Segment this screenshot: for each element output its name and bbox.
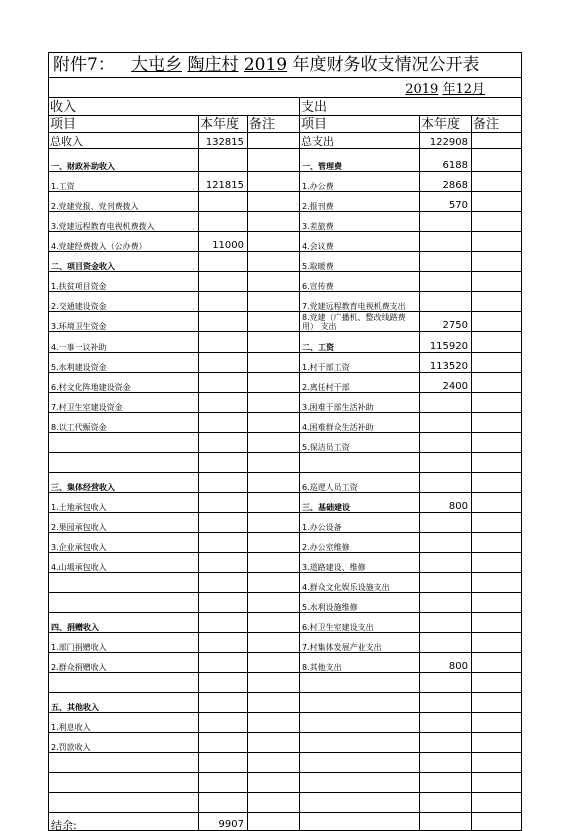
expense-item-note bbox=[472, 633, 522, 653]
expense-item-note bbox=[472, 713, 522, 733]
expense-item-note bbox=[472, 513, 522, 533]
expense-item-value bbox=[420, 553, 472, 573]
income-item-value bbox=[199, 433, 248, 453]
expense-item-label: 8.党建（广播机、整改线路费用） 支出 bbox=[300, 312, 420, 332]
income-item-label: 1.扶贫项目资金 bbox=[49, 272, 199, 292]
expense-item-note bbox=[472, 753, 522, 773]
expense-item-note bbox=[472, 373, 522, 393]
table-row bbox=[49, 713, 522, 733]
table-row bbox=[49, 773, 522, 793]
table-row bbox=[49, 673, 522, 693]
income-total-note bbox=[248, 133, 300, 149]
income-item-label bbox=[49, 673, 199, 693]
expense-item-value bbox=[420, 793, 472, 813]
income-item-note bbox=[248, 773, 300, 793]
table-row bbox=[49, 613, 522, 633]
table-row bbox=[49, 433, 522, 453]
income-item-label: 6.村文化阵地建设资金 bbox=[49, 373, 199, 393]
expense-item-value bbox=[420, 533, 472, 553]
income-item-label: 3.企业承包收入 bbox=[49, 533, 199, 553]
expense-item-note bbox=[472, 393, 522, 413]
income-item-note bbox=[248, 733, 300, 753]
expense-item-value bbox=[420, 633, 472, 653]
expense-item-value: 2750 bbox=[420, 312, 472, 332]
income-item-label: 3.党建远程教育电视机费拨入 bbox=[49, 212, 199, 232]
income-item-value bbox=[199, 252, 248, 272]
income-item-value bbox=[199, 553, 248, 573]
table-row bbox=[49, 312, 522, 332]
income-item-note bbox=[248, 172, 300, 192]
income-item-value bbox=[199, 733, 248, 753]
income-item-value bbox=[199, 192, 248, 212]
expense-total-label: 总支出 bbox=[300, 133, 420, 149]
income-item-value bbox=[199, 332, 248, 353]
expense-item-value: 2400 bbox=[420, 373, 472, 393]
expense-item-value: 115920 bbox=[420, 332, 472, 353]
expense-item-value bbox=[420, 433, 472, 453]
expense-item-header: 项目 bbox=[300, 116, 420, 133]
income-item-note bbox=[248, 413, 300, 433]
table-row bbox=[49, 753, 522, 773]
expense-item-note bbox=[472, 693, 522, 713]
income-header: 收入 bbox=[49, 98, 300, 116]
title-suffix: 年度财务收支情况公开表 bbox=[292, 55, 480, 75]
income-item-note bbox=[248, 573, 300, 593]
expense-item-value bbox=[420, 272, 472, 292]
expense-item-label: 8.其他支出 bbox=[300, 653, 420, 673]
expense-item-label: 7.党建远程教育电视机费支出 bbox=[300, 292, 420, 312]
income-item-value bbox=[199, 653, 248, 673]
expense-item-label bbox=[300, 673, 420, 693]
table-row bbox=[49, 353, 522, 373]
income-item-label: 四、捐赠收入 bbox=[49, 613, 199, 633]
expense-item-value bbox=[420, 393, 472, 413]
income-item-note bbox=[248, 453, 300, 473]
table-row bbox=[49, 413, 522, 433]
income-annual-header: 本年度 bbox=[199, 116, 248, 133]
expense-item-label: 7.村集体发展产业支出 bbox=[300, 633, 420, 653]
expense-item-value bbox=[420, 673, 472, 693]
title-year: 2019 bbox=[243, 55, 288, 75]
expense-item-label: 3.差旅费 bbox=[300, 212, 420, 232]
finance-sheet bbox=[48, 52, 522, 831]
income-item-label: 4.山場承包收入 bbox=[49, 553, 199, 573]
income-item-value bbox=[199, 533, 248, 553]
income-item-value bbox=[199, 393, 248, 413]
income-item-label: 8.以工代赈资金 bbox=[49, 413, 199, 433]
expense-item-note bbox=[472, 149, 522, 172]
income-item-label: 2.党建党报、党刊费拨入 bbox=[49, 192, 199, 212]
income-item-label: 1.部门捐赠收入 bbox=[49, 633, 199, 653]
expense-item-label: 5.取暖费 bbox=[300, 252, 420, 272]
income-item-value bbox=[199, 272, 248, 292]
table-row bbox=[49, 473, 522, 493]
expense-item-note bbox=[472, 553, 522, 573]
expense-item-label: 4.会议费 bbox=[300, 232, 420, 252]
expense-item-value bbox=[420, 453, 472, 473]
income-item-value bbox=[199, 593, 248, 613]
income-item-note bbox=[248, 212, 300, 232]
income-item-note bbox=[248, 373, 300, 393]
expense-item-label: 二、工资 bbox=[300, 332, 420, 353]
income-item-note bbox=[248, 673, 300, 693]
expense-item-note bbox=[472, 172, 522, 192]
income-item-note bbox=[248, 252, 300, 272]
income-item-note bbox=[248, 272, 300, 292]
expense-item-note bbox=[472, 573, 522, 593]
income-item-value: 121815 bbox=[199, 172, 248, 192]
date-month: 年12月 bbox=[442, 82, 485, 97]
income-item-value bbox=[199, 292, 248, 312]
expense-item-label bbox=[300, 793, 420, 813]
income-item-note bbox=[248, 553, 300, 573]
income-item-label: 5.水利建设资金 bbox=[49, 353, 199, 373]
expense-note-header: 备注 bbox=[472, 116, 522, 133]
balance-row bbox=[49, 813, 522, 831]
income-item-note bbox=[248, 513, 300, 533]
income-item-note bbox=[248, 753, 300, 773]
expense-item-label: 4.群众文化娱乐设施支出 bbox=[300, 573, 420, 593]
expense-item-note bbox=[472, 272, 522, 292]
income-item-note bbox=[248, 793, 300, 813]
title-prefix: 附件7： bbox=[53, 55, 115, 75]
table-row bbox=[49, 553, 522, 573]
income-item-value bbox=[199, 773, 248, 793]
income-item-note bbox=[248, 633, 300, 653]
income-item-value bbox=[199, 513, 248, 533]
expense-item-note bbox=[472, 673, 522, 693]
income-item-value bbox=[199, 493, 248, 513]
income-item-label bbox=[49, 793, 199, 813]
income-item-note bbox=[248, 332, 300, 353]
expense-item-value bbox=[420, 413, 472, 433]
expense-item-note bbox=[472, 433, 522, 453]
expense-item-note bbox=[472, 453, 522, 473]
income-item-note bbox=[248, 433, 300, 453]
title-row bbox=[49, 53, 522, 78]
expense-item-value bbox=[420, 753, 472, 773]
title-village: 陶庄村 bbox=[187, 55, 239, 75]
balance-empty-cell bbox=[420, 813, 472, 831]
balance-empty-cell bbox=[472, 813, 522, 831]
income-item-note bbox=[248, 653, 300, 673]
income-item-label bbox=[49, 573, 199, 593]
expense-item-value bbox=[420, 513, 472, 533]
table-row bbox=[49, 493, 522, 513]
income-item-value bbox=[199, 793, 248, 813]
table-row bbox=[49, 272, 522, 292]
table-row bbox=[49, 212, 522, 232]
expense-item-label: 3.困难干部生活补助 bbox=[300, 393, 420, 413]
expense-item-note bbox=[472, 653, 522, 673]
income-item-label: 三、集体经营收入 bbox=[49, 473, 199, 493]
table-row bbox=[49, 172, 522, 192]
expense-item-label: 5.保洁员工资 bbox=[300, 433, 420, 453]
table-row bbox=[49, 733, 522, 753]
expense-item-value: 6188 bbox=[420, 149, 472, 172]
income-item-note bbox=[248, 493, 300, 513]
income-item-label: 7.村卫生室建设资金 bbox=[49, 393, 199, 413]
table-row bbox=[49, 573, 522, 593]
expense-item-label: 5.水利设施维修 bbox=[300, 593, 420, 613]
expense-item-value: 800 bbox=[420, 653, 472, 673]
income-item-value bbox=[199, 473, 248, 493]
income-total-value: 132815 bbox=[199, 133, 248, 149]
income-item-value bbox=[199, 453, 248, 473]
expense-item-note bbox=[472, 533, 522, 553]
income-item-note bbox=[248, 192, 300, 212]
income-item-label: 3.环境卫生资金 bbox=[49, 312, 199, 332]
income-item-value bbox=[199, 312, 248, 332]
expense-item-value bbox=[420, 613, 472, 633]
expense-item-label bbox=[300, 693, 420, 713]
income-item-note bbox=[248, 693, 300, 713]
side-header-row bbox=[49, 98, 522, 116]
table-row bbox=[49, 373, 522, 393]
income-item-label: 二、项目资金收入 bbox=[49, 252, 199, 272]
expense-total-note bbox=[472, 133, 522, 149]
income-item-header: 项目 bbox=[49, 116, 199, 133]
income-item-label: 4.一事一议补助 bbox=[49, 332, 199, 353]
expense-item-value bbox=[420, 713, 472, 733]
expense-item-label: 1.村干部工资 bbox=[300, 353, 420, 373]
expense-item-value: 2868 bbox=[420, 172, 472, 192]
income-item-label: 一、财政补助收入 bbox=[49, 149, 199, 172]
expense-item-note bbox=[472, 733, 522, 753]
income-item-label: 4.党建经费拨入（公办费） bbox=[49, 232, 199, 252]
expense-item-value bbox=[420, 292, 472, 312]
income-item-value bbox=[199, 212, 248, 232]
expense-item-note bbox=[472, 473, 522, 493]
income-item-value bbox=[199, 373, 248, 393]
table-row bbox=[49, 693, 522, 713]
expense-item-value bbox=[420, 212, 472, 232]
income-item-value bbox=[199, 353, 248, 373]
expense-item-value bbox=[420, 593, 472, 613]
income-item-value bbox=[199, 713, 248, 733]
expense-item-value bbox=[420, 773, 472, 793]
income-item-value bbox=[199, 613, 248, 633]
income-total-label: 总收入 bbox=[49, 133, 199, 149]
income-item-note bbox=[248, 292, 300, 312]
expense-item-note bbox=[472, 593, 522, 613]
expense-item-note bbox=[472, 793, 522, 813]
income-item-note bbox=[248, 149, 300, 172]
table-row bbox=[49, 232, 522, 252]
income-item-note bbox=[248, 232, 300, 252]
expense-item-note bbox=[472, 292, 522, 312]
income-item-note bbox=[248, 353, 300, 373]
balance-value: 9907 bbox=[199, 813, 248, 831]
expense-item-label: 1.办公费 bbox=[300, 172, 420, 192]
income-item-note bbox=[248, 613, 300, 633]
income-item-value bbox=[199, 693, 248, 713]
income-item-label: 2.果园承包收入 bbox=[49, 513, 199, 533]
table-row bbox=[49, 149, 522, 172]
expense-item-label: 2.报刊费 bbox=[300, 192, 420, 212]
expense-item-label: 2.离任村干部 bbox=[300, 373, 420, 393]
expense-item-value: 113520 bbox=[420, 353, 472, 373]
income-item-label: 1.土地承包收入 bbox=[49, 493, 199, 513]
expense-header: 支出 bbox=[300, 98, 522, 116]
report-date bbox=[49, 78, 522, 98]
expense-item-value: 570 bbox=[420, 192, 472, 212]
table-row bbox=[49, 793, 522, 813]
income-item-label bbox=[49, 773, 199, 793]
income-item-label: 2.交通建设资金 bbox=[49, 292, 199, 312]
expense-item-note bbox=[472, 192, 522, 212]
expense-item-note bbox=[472, 773, 522, 793]
expense-item-note bbox=[472, 232, 522, 252]
table-row bbox=[49, 633, 522, 653]
income-item-note bbox=[248, 713, 300, 733]
income-item-note bbox=[248, 473, 300, 493]
expense-item-label: 3.道路建设、维修 bbox=[300, 553, 420, 573]
expense-item-label: 4.困难群众生活补助 bbox=[300, 413, 420, 433]
expense-item-note bbox=[472, 493, 522, 513]
income-item-note bbox=[248, 312, 300, 332]
expense-item-value bbox=[420, 733, 472, 753]
expense-item-value: 800 bbox=[420, 493, 472, 513]
expense-item-label: 1.办公设备 bbox=[300, 513, 420, 533]
income-item-value bbox=[199, 673, 248, 693]
expense-item-label bbox=[300, 753, 420, 773]
income-item-label bbox=[49, 433, 199, 453]
expense-item-value bbox=[420, 232, 472, 252]
page-title bbox=[49, 53, 522, 78]
income-note-header: 备注 bbox=[248, 116, 300, 133]
expense-item-value bbox=[420, 693, 472, 713]
expense-item-label: 三、基础建设 bbox=[300, 493, 420, 513]
income-item-label: 五、其他收入 bbox=[49, 693, 199, 713]
expense-item-note bbox=[472, 312, 522, 332]
balance-label: 结余: bbox=[49, 813, 199, 831]
income-item-value: 11000 bbox=[199, 232, 248, 252]
expense-item-value bbox=[420, 573, 472, 593]
table-row bbox=[49, 513, 522, 533]
income-item-value bbox=[199, 633, 248, 653]
expense-item-label: 6.巡逻人员工资 bbox=[300, 473, 420, 493]
table-row bbox=[49, 332, 522, 353]
expense-item-note bbox=[472, 332, 522, 353]
date-row bbox=[49, 78, 522, 98]
income-item-note bbox=[248, 593, 300, 613]
table-row bbox=[49, 453, 522, 473]
table-row bbox=[49, 533, 522, 553]
expense-item-label bbox=[300, 713, 420, 733]
expense-item-label: 6.宣传费 bbox=[300, 272, 420, 292]
income-item-value bbox=[199, 573, 248, 593]
table-row bbox=[49, 192, 522, 212]
expense-item-note bbox=[472, 252, 522, 272]
table-row bbox=[49, 252, 522, 272]
expense-total-value: 122908 bbox=[420, 133, 472, 149]
table-row bbox=[49, 292, 522, 312]
expense-item-value bbox=[420, 252, 472, 272]
expense-item-label bbox=[300, 733, 420, 753]
table-row bbox=[49, 653, 522, 673]
income-item-label: 1.工资 bbox=[49, 172, 199, 192]
income-item-label: 2.罚款收入 bbox=[49, 733, 199, 753]
expense-item-label bbox=[300, 773, 420, 793]
income-item-label bbox=[49, 453, 199, 473]
table-row bbox=[49, 593, 522, 613]
table-row bbox=[49, 393, 522, 413]
expense-item-label: 2.办公室维修 bbox=[300, 533, 420, 553]
income-item-value bbox=[199, 413, 248, 433]
balance-empty-cell bbox=[248, 813, 300, 831]
column-header-row bbox=[49, 116, 522, 133]
total-row bbox=[49, 133, 522, 149]
expense-item-note bbox=[472, 353, 522, 373]
expense-item-note bbox=[472, 212, 522, 232]
expense-item-label: 6.村卫生室建设支出 bbox=[300, 613, 420, 633]
expense-item-note bbox=[472, 413, 522, 433]
income-item-note bbox=[248, 393, 300, 413]
income-item-note bbox=[248, 533, 300, 553]
title-township: 大屯乡 bbox=[131, 55, 183, 75]
income-item-label: 2.群众捐赠收入 bbox=[49, 653, 199, 673]
balance-empty-cell bbox=[300, 813, 420, 831]
income-item-label bbox=[49, 753, 199, 773]
expense-annual-header: 本年度 bbox=[420, 116, 472, 133]
expense-item-note bbox=[472, 613, 522, 633]
income-item-value bbox=[199, 149, 248, 172]
finance-table bbox=[48, 52, 522, 831]
date-year: 2019 bbox=[405, 82, 439, 97]
income-item-label bbox=[49, 593, 199, 613]
expense-item-label bbox=[300, 453, 420, 473]
expense-item-value bbox=[420, 473, 472, 493]
income-item-value bbox=[199, 753, 248, 773]
income-item-label: 1.利息收入 bbox=[49, 713, 199, 733]
expense-item-label: 一、管理费 bbox=[300, 149, 420, 172]
